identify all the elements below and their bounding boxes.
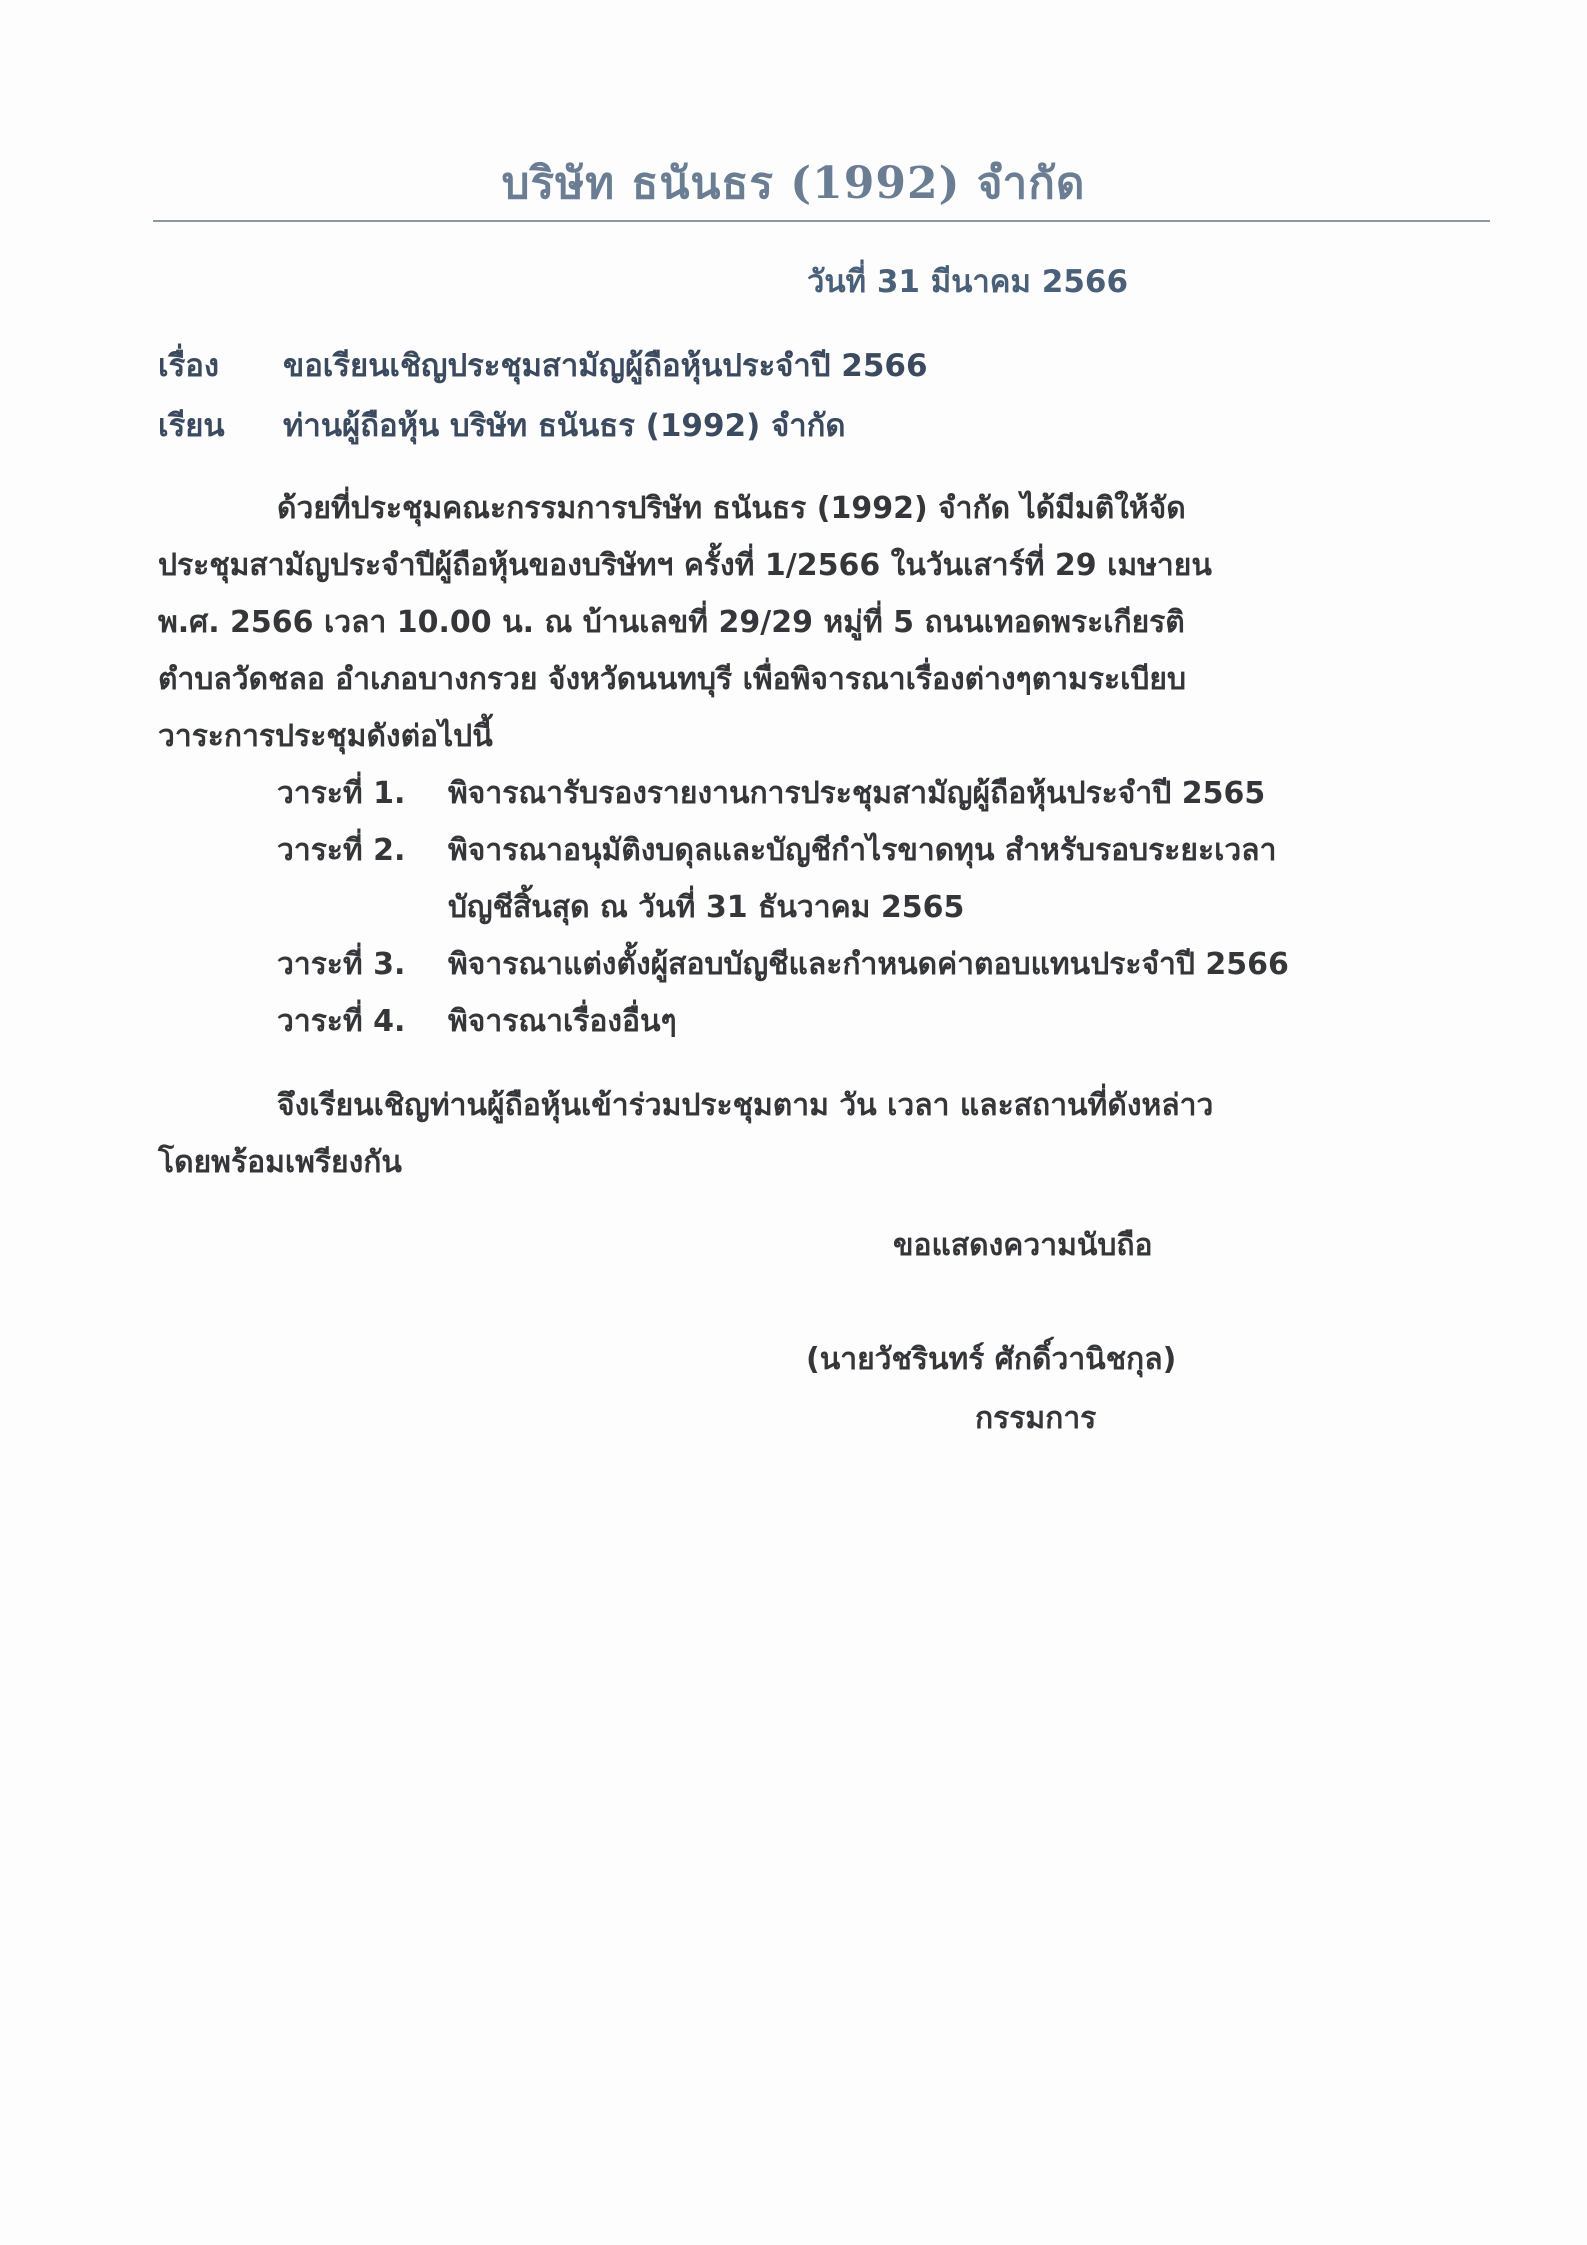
recipient-line [158, 400, 846, 450]
closing-salutation: ขอแสดงความนับถือ [893, 1228, 1153, 1263]
subject-label: เรื่อง [158, 348, 220, 384]
paragraph1-line: พ.ศ. 2566 เวลา 10.00 น. ณ บ้านเลขที่ 29/29 หมู่ที่ 5 ถนนเทอดพระเกียรติ [158, 605, 1185, 640]
signatory-name: (นายวัชรินทร์ ศักดิ์วานิชกุล) [806, 1342, 1177, 1377]
paragraph2-line: โดยพร้อมเพรียงกัน [158, 1145, 402, 1180]
subject-line [158, 340, 928, 390]
header-divider [153, 220, 1490, 222]
company-name-heading: บริษัท ธนันธร (1992) จำกัด [501, 158, 1086, 209]
paragraph2-line: จึงเรียนเชิญท่านผู้ถือหุ้นเข้าร่วมประชุมตาม วัน เวลา และสถานที่ดังหล่าว [277, 1088, 1214, 1123]
paragraph1-line: ตำบลวัดชลอ อำเภอบางกรวย จังหวัดนนทบุรี เพื่อพิจารณาเรื่องต่างๆตามระเบียบ [158, 662, 1187, 697]
paragraph1-line: ประชุมสามัญประจำปีผู้ถือหุ้นของบริษัทฯ ครั้งที่ 1/2566 ในวันเสาร์ที่ 29 เมษายน [158, 548, 1212, 583]
letter-date: วันที่ 31 มีนาคม 2566 [807, 264, 1129, 300]
agenda-number: วาระที่ 3. [277, 947, 406, 982]
agenda-number: วาระที่ 4. [277, 1004, 406, 1039]
agenda-text: พิจารณาเรื่องอื่นๆ [448, 1004, 677, 1039]
recipient-text: ท่านผู้ถือหุ้น บริษัท ธนันธร (1992) จำกัด [283, 408, 846, 444]
agenda-text-continuation: บัญชีสิ้นสุด ณ วันที่ 31 ธันวาคม 2565 [448, 890, 965, 925]
agenda-number: วาระที่ 2. [277, 833, 406, 868]
subject-text: ขอเรียนเชิญประชุมสามัญผู้ถือหุ้นประจำปี 2566 [283, 348, 928, 384]
recipient-label: เรียน [158, 408, 225, 444]
agenda-text: พิจารณาอนุมัติงบดุลและบัญชีกำไรขาดทุน สำหรับรอบระยะเวลา [448, 833, 1277, 868]
agenda-number: วาระที่ 1. [277, 776, 406, 811]
paragraph1-line: ด้วยที่ประชุมคณะกรรมการปริษัท ธนันธร (1992) จำกัด ได้มีมติให้จัด [277, 491, 1186, 526]
agenda-text: พิจารณาแต่งตั้งผู้สอบบัญชีและกำหนดค่าตอบแทนประจำปี 2566 [448, 947, 1289, 982]
paragraph1-line: วาระการประชุมดังต่อไปนี้ [158, 719, 493, 754]
agenda-text: พิจารณารับรองรายงานการประชุมสามัญผู้ถือหุ้นประจำปี 2565 [448, 776, 1266, 811]
signatory-title: กรรมการ [975, 1401, 1097, 1436]
